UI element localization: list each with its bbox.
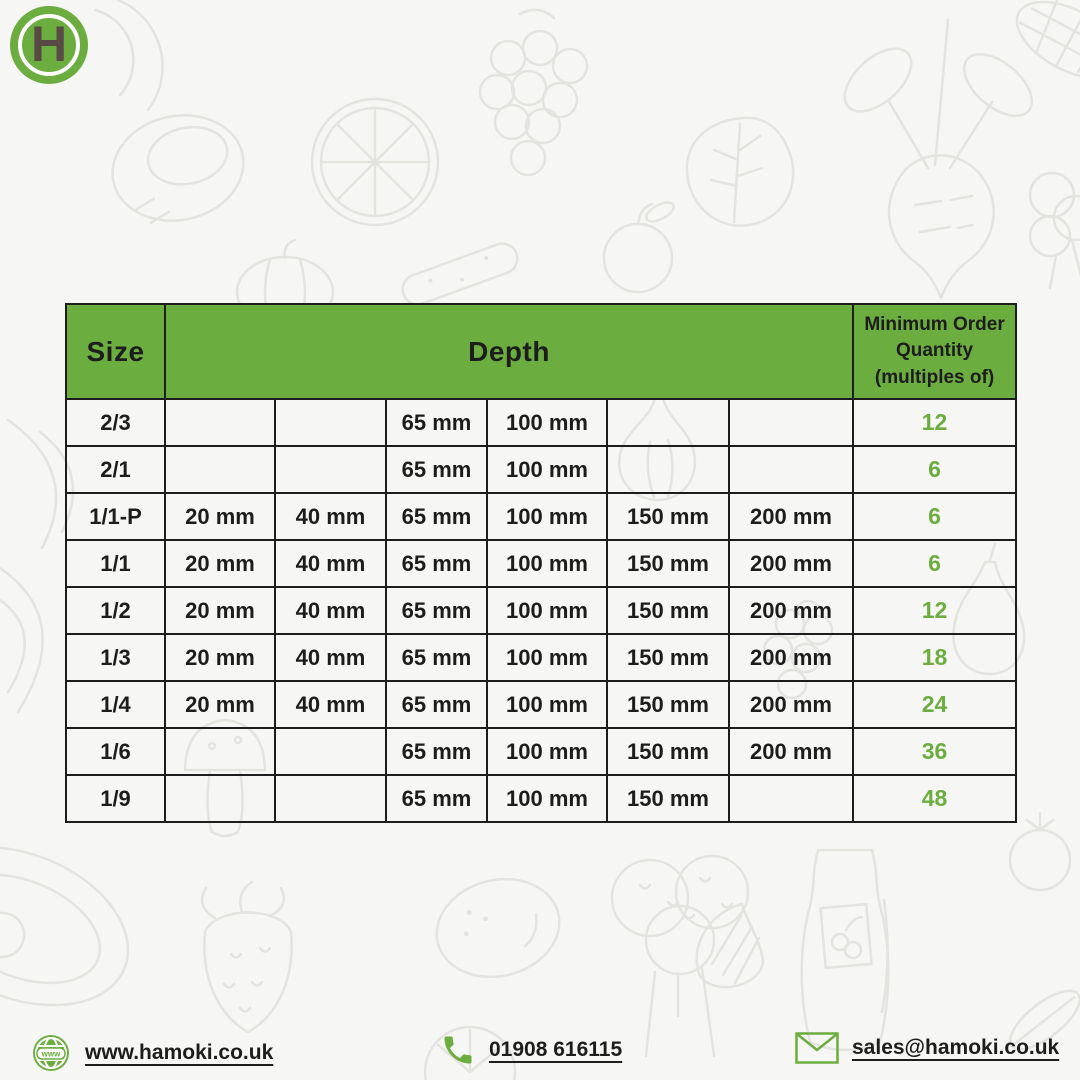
- depth-cell: 100 mm: [487, 634, 607, 681]
- depth-cell: 150 mm: [607, 540, 729, 587]
- moq-value: 18: [853, 634, 1016, 681]
- depth-cell: [275, 775, 386, 822]
- depth-cell: [165, 775, 275, 822]
- website-contact: [30, 1032, 273, 1074]
- tomato-doodle: [1010, 813, 1070, 890]
- depth-cell: [729, 399, 853, 446]
- radish-doodle: [834, 20, 1043, 298]
- table-header-row: [66, 304, 1016, 399]
- svg-text:www: www: [41, 1049, 61, 1059]
- almond-doodle: [697, 904, 763, 987]
- header-depth: Depth: [165, 304, 853, 399]
- depth-cell: 40 mm: [275, 540, 386, 587]
- citrus-slice-doodle: [312, 99, 438, 225]
- table-row: [66, 540, 1016, 587]
- depth-cell: 100 mm: [487, 399, 607, 446]
- depth-cell: 65 mm: [386, 728, 487, 775]
- steak-doodle: [103, 103, 254, 232]
- table-row: [66, 399, 1016, 446]
- depth-cell: 100 mm: [487, 681, 607, 728]
- row-size-label: 1/9: [66, 775, 165, 822]
- moq-value: 6: [853, 493, 1016, 540]
- broccoli-right-doodle: [1030, 173, 1080, 288]
- row-size-label: 1/3: [66, 634, 165, 681]
- table-row: [66, 493, 1016, 540]
- table-row: [66, 587, 1016, 634]
- depth-cell: [165, 399, 275, 446]
- depth-cell: [607, 399, 729, 446]
- depth-cell: 150 mm: [607, 587, 729, 634]
- table-row: [66, 634, 1016, 681]
- depth-cell: 100 mm: [487, 728, 607, 775]
- depth-cell: 20 mm: [165, 540, 275, 587]
- depth-cell: 200 mm: [729, 634, 853, 681]
- row-size-label: 1/1-P: [66, 493, 165, 540]
- globe-www-icon: [30, 1032, 72, 1074]
- depth-cell: 65 mm: [386, 446, 487, 493]
- depth-cell: [729, 775, 853, 822]
- grapes-doodle: [480, 10, 587, 175]
- phone-icon: [440, 1032, 476, 1068]
- moq-value: 36: [853, 728, 1016, 775]
- depth-cell: 100 mm: [487, 446, 607, 493]
- depth-cell: 200 mm: [729, 540, 853, 587]
- table-row: [66, 728, 1016, 775]
- header-moq: Minimum Order Quantity (multiples of): [853, 304, 1016, 399]
- gastronorm-size-table: [65, 303, 1017, 823]
- depth-cell: 65 mm: [386, 587, 487, 634]
- rind-arcs-doodle: [8, 420, 73, 548]
- avocado-doodle: [0, 818, 152, 1035]
- moq-value: 48: [853, 775, 1016, 822]
- depth-cell: 20 mm: [165, 681, 275, 728]
- row-size-label: 1/1: [66, 540, 165, 587]
- moq-value: 24: [853, 681, 1016, 728]
- broccoli-bottom-doodle: [612, 856, 748, 1056]
- hamoki-logo: [10, 6, 88, 84]
- depth-cell: 40 mm: [275, 634, 386, 681]
- strawberry-doodle: [202, 882, 292, 1032]
- table-row: [66, 446, 1016, 493]
- depth-cell: [275, 728, 386, 775]
- depth-cell: [275, 399, 386, 446]
- depth-cell: [729, 446, 853, 493]
- oil-bottle-doodle: [802, 850, 889, 1050]
- depth-cell: 65 mm: [386, 681, 487, 728]
- row-size-label: 2/1: [66, 446, 165, 493]
- depth-cell: 65 mm: [386, 399, 487, 446]
- kale-leaf-doodle: [687, 118, 793, 226]
- depth-cell: 65 mm: [386, 634, 487, 681]
- depth-cell: 20 mm: [165, 587, 275, 634]
- depth-cell: 65 mm: [386, 493, 487, 540]
- moq-value: 6: [853, 446, 1016, 493]
- depth-cell: 40 mm: [275, 681, 386, 728]
- table-body: [66, 399, 1016, 822]
- depth-cell: 200 mm: [729, 681, 853, 728]
- depth-cell: 100 mm: [487, 775, 607, 822]
- depth-cell: 65 mm: [386, 775, 487, 822]
- row-size-label: 1/2: [66, 587, 165, 634]
- corn-doodle: [1005, 0, 1080, 94]
- moq-value: 12: [853, 587, 1016, 634]
- moq-value: 12: [853, 399, 1016, 446]
- email-contact: [795, 1032, 1059, 1064]
- envelope-icon: [795, 1032, 839, 1064]
- depth-cell: [275, 446, 386, 493]
- depth-cell: 200 mm: [729, 587, 853, 634]
- onion-arcs-doodle: [0, 568, 43, 712]
- depth-cell: 150 mm: [607, 728, 729, 775]
- table-row: [66, 775, 1016, 822]
- phone-link[interactable]: 01908 616115: [489, 1038, 623, 1061]
- depth-cell: 200 mm: [729, 728, 853, 775]
- depth-cell: 20 mm: [165, 493, 275, 540]
- depth-cell: 40 mm: [275, 587, 386, 634]
- swirl-doodle: [95, 0, 163, 110]
- table-row: [66, 681, 1016, 728]
- depth-cell: [165, 728, 275, 775]
- cucumber-doodle: [398, 239, 521, 308]
- depth-cell: 150 mm: [607, 681, 729, 728]
- potato-doodle: [426, 866, 570, 989]
- depth-cell: 20 mm: [165, 634, 275, 681]
- depth-cell: [607, 446, 729, 493]
- header-size: Size: [66, 304, 165, 399]
- apple-doodle: [604, 199, 677, 292]
- website-link[interactable]: www.hamoki.co.uk: [85, 1041, 274, 1064]
- row-size-label: 1/6: [66, 728, 165, 775]
- depth-cell: 100 mm: [487, 493, 607, 540]
- depth-cell: 100 mm: [487, 587, 607, 634]
- moq-value: 6: [853, 540, 1016, 587]
- depth-cell: 150 mm: [607, 634, 729, 681]
- depth-cell: 150 mm: [607, 493, 729, 540]
- depth-cell: 200 mm: [729, 493, 853, 540]
- phone-contact: [440, 1032, 622, 1068]
- logo-letter: H: [30, 16, 68, 72]
- depth-cell: [165, 446, 275, 493]
- depth-cell: 65 mm: [386, 540, 487, 587]
- row-size-label: 1/4: [66, 681, 165, 728]
- depth-cell: 40 mm: [275, 493, 386, 540]
- depth-cell: 150 mm: [607, 775, 729, 822]
- depth-cell: 100 mm: [487, 540, 607, 587]
- row-size-label: 2/3: [66, 399, 165, 446]
- email-link[interactable]: sales@hamoki.co.uk: [852, 1036, 1060, 1059]
